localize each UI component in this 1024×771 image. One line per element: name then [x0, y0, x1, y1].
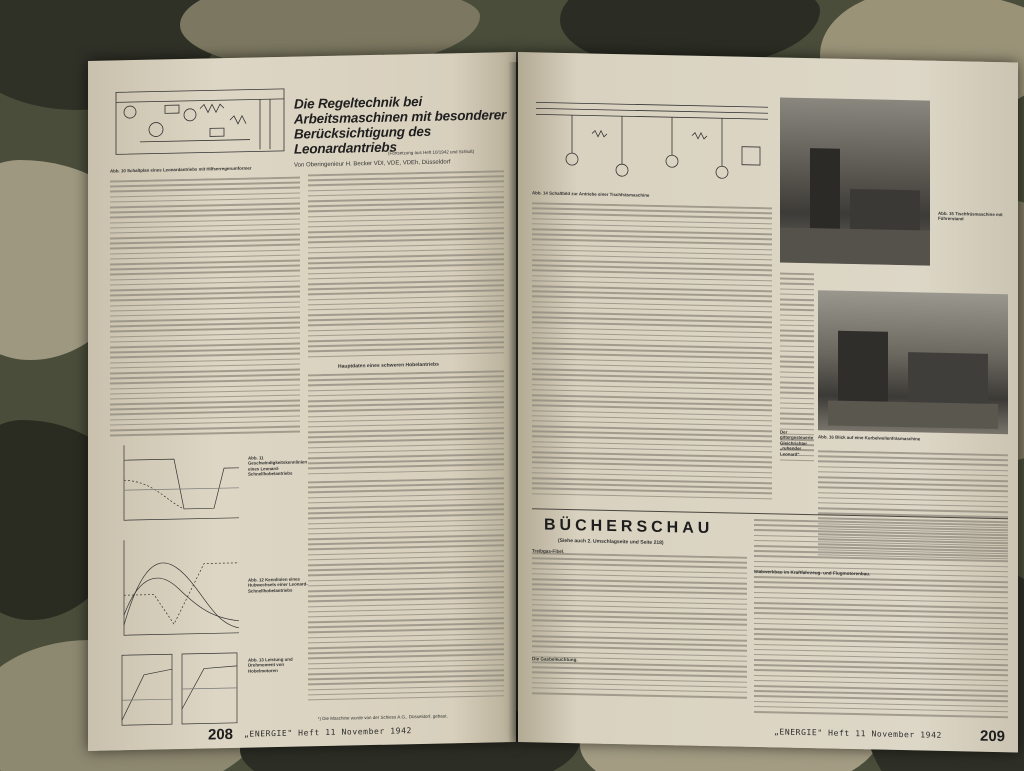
book-review-subtitle: (Siehe auch 2. Umschlagseite und Seite 218) [558, 537, 664, 547]
side-heading: Der gittergesteuerte Gleichrichter „ruhender Leonard" [780, 429, 814, 457]
circuit-diagram-fig14 [532, 92, 772, 187]
review-heading-2: Die Gasbeleuchtung. [532, 656, 578, 663]
right-column-text [308, 170, 504, 364]
fig16-caption: Abb. 16 Blick auf eine Kurbelwellenfräsmaschine [818, 434, 921, 442]
continuation-note: (Fortsetzung aus Heft 10/1942 und Schluß) [388, 148, 475, 156]
fig14-caption: Abb. 14 Schaltbild zur Antriebe einer Tischfräsmaschine [532, 190, 650, 198]
fig12-caption: Abb. 12 Kennlinien eines Hubwechsels einer Leonard-Schnellhobelantriebs [248, 576, 308, 594]
book-review-column-2 [754, 519, 1008, 724]
book-review-column-1 [532, 552, 747, 707]
footnote: ¹) Die Maschine wurde von der Schiess A.G., Düsseldorf, gebaut. [318, 713, 448, 722]
machine-photo-fig16 [818, 290, 1008, 434]
review-heading-1: Treibgas-Fibel. [532, 548, 565, 554]
fig11-caption: Abb. 11 Geschwindigkeitskennlinien eines Leonard-Schnellhobelantriebs [248, 455, 308, 477]
review-heading-3: Stabwerkbau im Kraftfahrzeug- und Flugmotorenbau. [754, 568, 871, 577]
graph-fig13 [114, 648, 244, 731]
fig15-caption: Abb. 15 Tischfräsmaschine mit Führerstand [938, 210, 1003, 222]
right-page-footer: „ENERGIE" Heft 11 November 1942 [774, 727, 942, 740]
graph-fig12 [114, 533, 244, 646]
magazine-spread [88, 52, 1018, 746]
article-author: Von Oberingenieur H. Becker VDI, VDE, VDEh, Düsseldorf [294, 159, 451, 169]
right-page-number: 209 [980, 727, 1006, 746]
left-page-footer: „ENERGIE" Heft 11 November 1942 [244, 726, 412, 739]
fig13-caption: Abb. 13 Leistung und Drehmoment von Hobelmotoren [248, 656, 293, 674]
left-column-text [110, 177, 300, 441]
table-heading: Hauptdaten eines schweren Hobelantriebs [338, 361, 439, 370]
left-page [88, 52, 516, 751]
fig10-caption: Abb. 10 Schaltplan eines Leonardantriebs mit Hilfserregerumformer [110, 165, 252, 174]
left-lower-column-text [308, 477, 504, 711]
circuit-diagram-fig10 [110, 79, 290, 163]
graph-fig11 [114, 438, 244, 531]
right-page [518, 52, 1018, 752]
book-review-title: BÜCHERSCHAU [544, 516, 714, 538]
right-left-column-text [532, 202, 772, 507]
machine-photo-fig15 [780, 97, 930, 265]
data-table [308, 370, 504, 474]
article-title: Die Regeltechnik bei Arbeitsmaschinen mit besonderer Berücksichtigung des Leonardantriebs [294, 93, 507, 157]
left-page-number: 208 [208, 725, 234, 744]
